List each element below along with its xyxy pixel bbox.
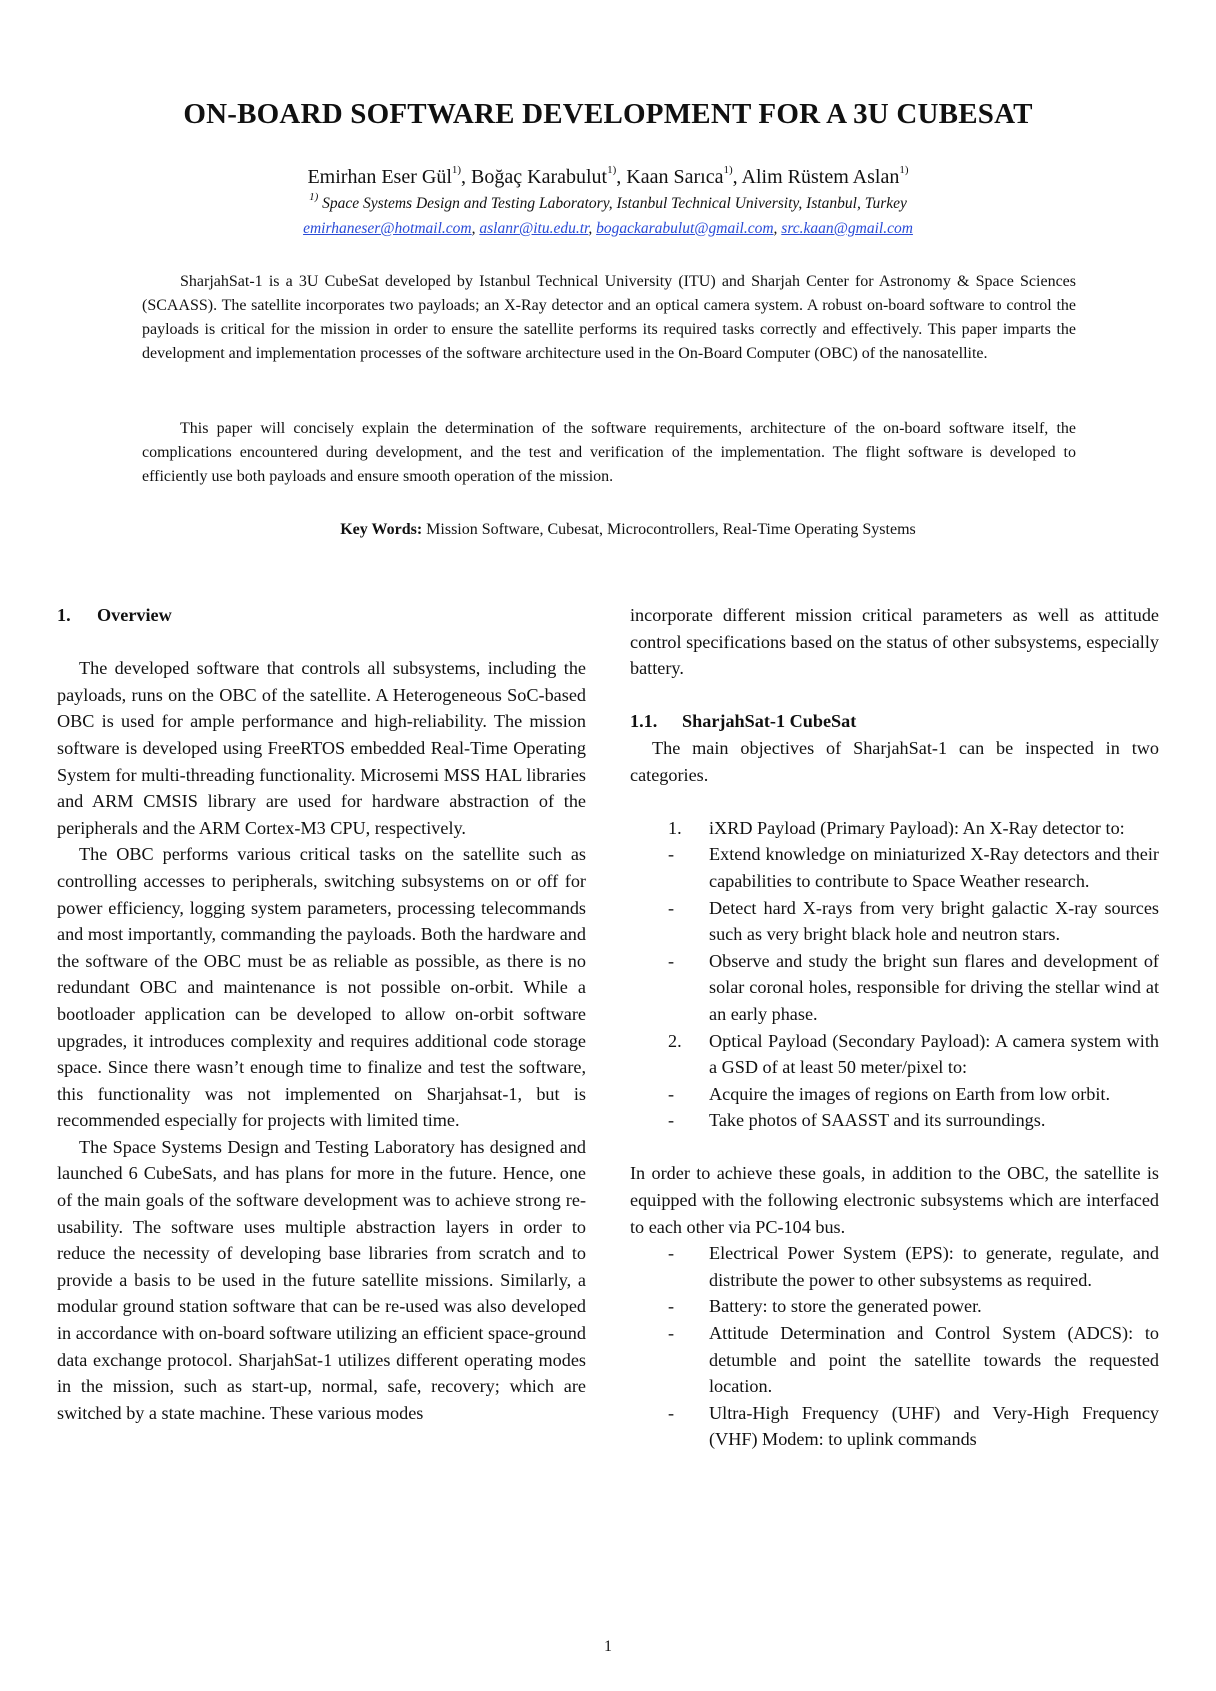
list-item-text: Ultra-High Frequency (UHF) and Very-High Frequency (VHF) Modem: to uplink commands [709,1402,1159,1450]
list-marker: - [668,950,675,971]
email-link[interactable]: src.kaan@gmail.com [781,220,913,237]
list-marker: - [668,844,675,865]
left-column [57,602,586,1426]
author-line [0,166,1216,189]
list-item [630,815,1159,842]
list-item-text: Extend knowledge on miniaturized X-Ray detectors and their capabilities to contribute to Space Weather research. [709,844,1159,891]
author-separator: , [616,166,627,188]
page-number: 1 [604,1638,612,1655]
author: Kaan Sarıca [626,166,724,188]
affiliation-text: Space Systems Design and Testing Laboratory, Istanbul Technical University, Istanbul, Turkey [322,195,907,212]
body-paragraph: In order to achieve these goals, in addition to the OBC, the satellite is equipped with the following electronic subsystems which are interfaced to each other via PC-104 bus. [630,1163,1159,1237]
list-marker: 1. [668,817,682,838]
list-item [630,1107,1159,1134]
list-item [630,841,1159,894]
list-marker: - [668,897,675,918]
body-paragraph: The Space Systems Design and Testing Laboratory has designed and launched 6 CubeSats, and has plans for more in the future. Hence, one of the main goals of the software development was to achieve strong re-usability. The software uses multiple abstraction layers in order to reduce the necessity of developing base libraries from scratch and to provide a basis to be used in the future satellite missions. Similarly, a modular ground station software that can be re-used was also developed in accordance with on-board software utilizing an efficient space-ground data exchange protocol. SharjahSat-1 utilizes different operating modes in the mission, such as start-up, normal, safe, recovery; which are switched by a state machine. These various modes [57,1136,586,1423]
list-item-text: Detect hard X-rays from very bright galactic X-ray sources such as very bright black hole and neutron stars. [709,897,1159,945]
author: Boğaç Karabulut [471,166,608,188]
author-separator: , [461,166,472,188]
section-number: 1. [57,605,71,625]
list-marker: - [668,1402,675,1423]
author: Alim Rüstem Aslan [741,166,900,188]
list-item [630,1028,1159,1081]
objectives-list [630,815,1159,1134]
list-item [630,1320,1159,1400]
section-title: Overview [97,605,172,625]
author-affil-mark: 1) [899,164,909,177]
abstract-text: SharjahSat-1 is a 3U CubeSat developed by Istanbul Technical University (ITU) and Sharjah Center for Astronomy & Space Sciences (SCAASS). The satellite incorporates two payloads; an X-Ray detector and an optical camera system. A robust on-board software to control the payloads is critical for the mission in order to ensure the satellite performs its required tasks correctly and effectively. This paper imparts the development and implementation processes of the software architecture used in the On-Board Computer (OBC) of the nanosatellite. [142,273,1076,362]
email-link[interactable]: aslanr@itu.edu.tr [479,220,589,237]
list-item-text: Observe and study the bright sun flares and development of solar coronal holes, responsible for driving the stellar wind at an early phase. [709,950,1159,1024]
body-paragraph: The developed software that controls all subsystems, including the payloads, runs on the OBC of the satellite. A Heterogeneous SoC-based OBC is used for ample performance and high-reliability. The mission software is developed using FreeRTOS embedded Real-Time Operating System for multi-threading functionality. Microsemi MSS HAL libraries and ARM CMSIS library are used for hardware abstraction of the peripherals and the ARM Cortex-M3 CPU, respectively. [57,658,586,838]
section-heading [57,602,586,629]
affiliation [0,190,1216,213]
body-paragraph: The main objectives of SharjahSat-1 can be inspected in two categories. [630,737,1159,785]
paper-title: ON-BOARD SOFTWARE DEVELOPMENT FOR A 3U CUBESAT [183,98,1033,130]
list-marker: - [668,1323,675,1344]
subsection-number: 1.1. [630,711,658,732]
list-item [630,895,1159,948]
list-item [630,1293,1159,1320]
body-paragraph-continued: incorporate different mission critical parameters as well as attitude control specifications based on the status of other subsystems, especially battery. [630,605,1159,679]
list-item-text: Take photos of SAASST and its surroundings. [709,1110,1046,1131]
email-link[interactable]: bogackarabulut@gmail.com [596,220,774,237]
subsection-title: SharjahSat-1 CubeSat [682,711,857,732]
list-marker: 2. [668,1030,682,1051]
right-column [630,602,1159,1453]
body-paragraph: The OBC performs various critical tasks on the satellite such as controlling accesses to peripherals, switching subsystems on or off for power efficiency, logging system parameters, processing telecommands and most importantly, commanding the payloads. Both the hardware and the software of the OBC must be as reliable as possible, as there is no redundant OBC and maintenance is not possible on-orbit. While a bootloader application can be developed to allow on-orbit software upgrades, it introduces complexity and requires additional code storage space. Since there wasn’t enough time to finalize and test the software, this functionality was not implemented on Sharjahsat-1, but is recommended especially for projects with limited time. [57,844,586,1131]
list-item-text: Acquire the images of regions on Earth from low orbit. [709,1083,1111,1104]
list-item [630,1240,1159,1293]
list-marker: - [668,1110,675,1131]
affiliation-mark: 1) [309,190,319,203]
list-item-text: Electrical Power System (EPS): to generate, regulate, and distribute the power to other subsystems as required. [709,1243,1159,1290]
author-separator: , [732,166,742,188]
email-separator: , [471,220,480,237]
list-marker: - [668,1296,675,1317]
email-separator: , [773,220,782,237]
list-marker: - [668,1243,675,1264]
list-item [630,1400,1159,1453]
email-separator: , [588,220,597,237]
keywords [0,521,1216,539]
list-item-text: Optical Payload (Secondary Payload): A camera system with a GSD of at least 50 meter/pixel to: [709,1030,1159,1078]
email-line [0,220,1216,238]
list-item [630,1081,1159,1108]
email-link[interactable]: emirhaneser@hotmail.com [303,220,472,237]
abstract-paragraph-2 [142,417,1076,489]
author: Emirhan Eser Gül [307,166,452,188]
author-affil-mark: 1) [723,164,733,177]
keywords-label: Key Words: [340,521,423,538]
list-marker: - [668,1083,675,1104]
subsection-heading [630,708,1159,735]
list-item-text: Attitude Determination and Control System (ADCS): to detumble and point the satellite towards the requested location. [709,1323,1159,1397]
author-affil-mark: 1) [451,164,462,177]
list-item [630,948,1159,1028]
abstract-paragraph-1 [142,270,1076,366]
author-affil-mark: 1) [607,164,617,177]
list-item-text: iXRD Payload (Primary Payload): An X-Ray detector to: [709,817,1125,838]
subsystems-list [630,1240,1159,1453]
list-item-text: Battery: to store the generated power. [709,1296,982,1317]
abstract-text: This paper will concisely explain the determination of the software requirements, architecture of the on-board software itself, the complications encountered during development, and the test and verification of the implementation. The flight software is developed to efficiently use both payloads and ensure smooth operation of the mission. [142,420,1076,485]
keywords-text: Mission Software, Cubesat, Microcontrollers, Real-Time Operating Systems [422,521,916,538]
